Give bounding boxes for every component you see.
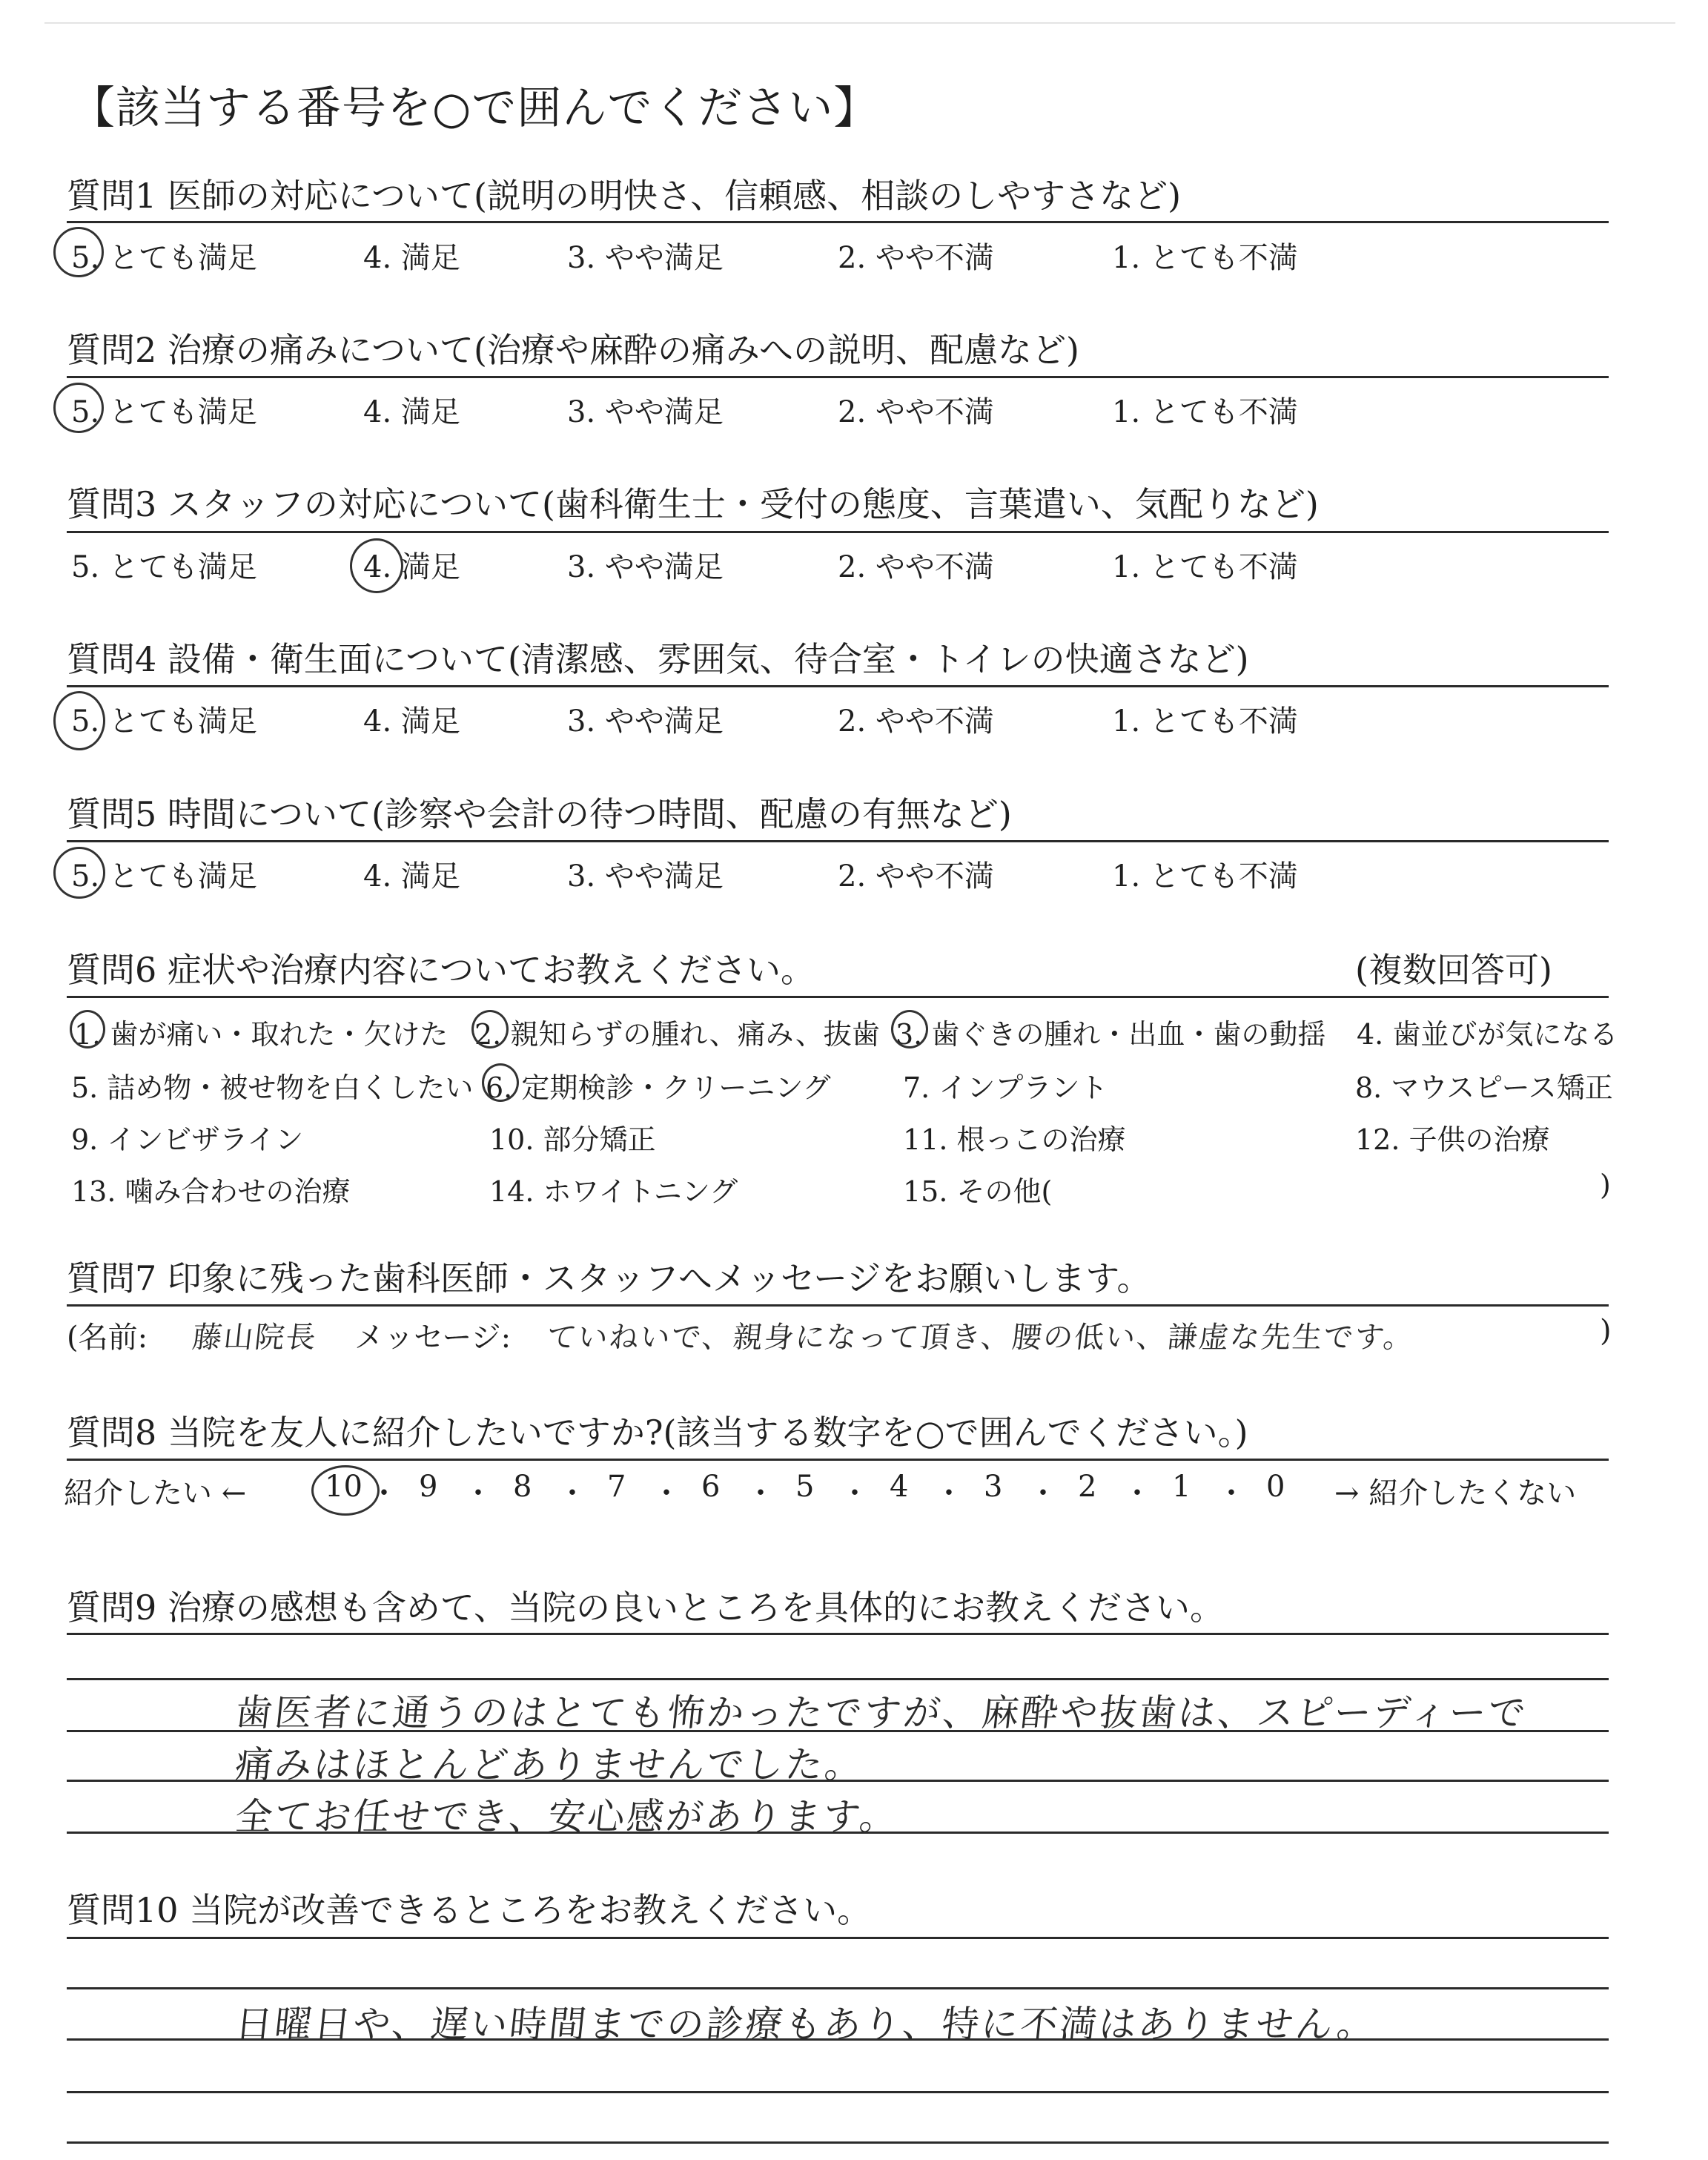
- q4-opt4[interactable]: 4. 満足: [363, 704, 460, 739]
- q8-separator-dot: ・: [1122, 1476, 1152, 1510]
- q8-separator-dot: ・: [840, 1476, 870, 1510]
- q8-number-1[interactable]: 1: [1172, 1470, 1191, 1504]
- q6-item-1[interactable]: 1. 歯が痛い・取れた・欠けた: [74, 1018, 448, 1051]
- q8-left-label: 紹介したい ←: [64, 1476, 247, 1510]
- q1-opt5[interactable]: 5. とても満足: [71, 241, 257, 275]
- q2-rule: [67, 376, 1609, 378]
- q8-separator-dot: ・: [369, 1476, 399, 1510]
- q9-rule-0: [67, 1633, 1609, 1635]
- q4-opt1[interactable]: 1. とても不満: [1112, 704, 1298, 739]
- q6-item-15-close: ): [1600, 1169, 1611, 1201]
- q8-right-label: → 紹介したくない: [1334, 1476, 1577, 1510]
- q1-opt1[interactable]: 1. とても不満: [1112, 241, 1298, 275]
- q7-close-paren: ): [1600, 1314, 1612, 1348]
- q7-name-label: (名前:: [67, 1321, 148, 1355]
- q9-answer-line-3[interactable]: 全てお任せでき、安心感があります。: [233, 1795, 901, 1838]
- q2-opt3[interactable]: 3. やや満足: [567, 395, 724, 429]
- q6-item-4[interactable]: 4. 歯並びが気になる: [1357, 1018, 1618, 1051]
- q6-item-14[interactable]: 14. ホワイトニング: [489, 1175, 738, 1208]
- q2-opt5[interactable]: 5. とても満足: [71, 395, 257, 429]
- q8-answer-circle: [311, 1465, 380, 1516]
- q6-item-8[interactable]: 8. マウスピース矯正: [1355, 1071, 1613, 1104]
- q3-opt2[interactable]: 2. やや不満: [838, 550, 994, 584]
- q6-answer-circle-1: [70, 1010, 105, 1048]
- q9-answer-line-2[interactable]: 痛みはほとんどありませんでした。: [233, 1743, 867, 1786]
- q10-rule-0: [67, 1937, 1609, 1939]
- q8-number-6[interactable]: 6: [701, 1470, 721, 1504]
- q8-number-3[interactable]: 3: [984, 1470, 1003, 1504]
- q5-opt2[interactable]: 2. やや不満: [838, 859, 994, 894]
- q6-item-11[interactable]: 11. 根っこの治療: [903, 1123, 1126, 1156]
- q7-message-label: メッセージ:: [354, 1321, 512, 1355]
- q2-heading: 質問2 治療の痛みについて(治療や麻酔の痛みへの説明、配慮など): [67, 330, 1079, 370]
- q4-rule: [67, 685, 1609, 687]
- q10-heading: 質問10 当院が改善できるところをお教えください。: [67, 1890, 872, 1930]
- q5-rule: [67, 840, 1609, 842]
- q2-opt1[interactable]: 1. とても不満: [1112, 395, 1298, 429]
- q6-item-12[interactable]: 12. 子供の治療: [1355, 1123, 1550, 1156]
- q4-opt3[interactable]: 3. やや満足: [567, 704, 724, 739]
- q6-item-9[interactable]: 9. インビザライン: [71, 1123, 304, 1156]
- q8-separator-dot: ・: [1217, 1476, 1246, 1510]
- q5-opt1[interactable]: 1. とても不満: [1112, 859, 1298, 894]
- q3-heading: 質問3 スタッフの対応について(歯科衛生士・受付の態度、言葉遣い、気配りなど): [67, 484, 1319, 524]
- q7-message-value[interactable]: ていねいで、親身になって頂き、腰の低い、謙虚な先生です。: [545, 1321, 1417, 1355]
- q5-opt3[interactable]: 3. やや満足: [567, 859, 724, 894]
- q6-item-10[interactable]: 10. 部分矯正: [489, 1123, 656, 1156]
- q2-opt4[interactable]: 4. 満足: [363, 395, 460, 429]
- q6-answer-circle-2: [471, 1010, 509, 1048]
- q8-number-4[interactable]: 4: [890, 1470, 909, 1504]
- scan-edge-line: [44, 22, 1675, 24]
- q7-name-value[interactable]: 藤山院長: [191, 1321, 320, 1355]
- page-title: 【該当する番号を○で囲んでください】: [70, 82, 879, 134]
- q4-opt2[interactable]: 2. やや不満: [838, 704, 994, 739]
- q6-item-15[interactable]: 15. その他(: [903, 1175, 1053, 1208]
- q8-separator-dot: ・: [557, 1476, 587, 1510]
- q1-opt3[interactable]: 3. やや満足: [567, 241, 724, 275]
- q8-number-2[interactable]: 2: [1078, 1470, 1097, 1504]
- q7-rule: [67, 1304, 1609, 1307]
- q3-opt4[interactable]: 4. 満足: [363, 550, 460, 584]
- q8-number-9[interactable]: 9: [419, 1470, 438, 1504]
- q8-separator-dot: ・: [463, 1476, 493, 1510]
- q8-number-5[interactable]: 5: [795, 1470, 815, 1504]
- q3-opt1[interactable]: 1. とても不満: [1112, 550, 1298, 584]
- q6-answer-circle-3: [891, 1010, 928, 1048]
- q8-number-10[interactable]: 10: [325, 1470, 363, 1504]
- q2-answer-circle: [53, 383, 104, 433]
- q6-answer-circle-6: [482, 1063, 519, 1102]
- q5-opt4[interactable]: 4. 満足: [363, 859, 460, 894]
- q5-opt5[interactable]: 5. とても満足: [71, 859, 257, 894]
- q6-item-7[interactable]: 7. インプラント: [903, 1071, 1108, 1104]
- q6-rule: [67, 996, 1609, 998]
- q6-heading: 質問6 症状や治療内容についてお教えください。: [67, 950, 815, 990]
- q6-item-2[interactable]: 2. 親知らずの腫れ、痛み、抜歯: [474, 1018, 880, 1051]
- q9-rule-1: [67, 1678, 1609, 1680]
- q1-answer-circle: [53, 227, 104, 277]
- q6-item-5[interactable]: 5. 詰め物・被せ物を白くしたい: [71, 1071, 474, 1104]
- q3-opt5[interactable]: 5. とても満足: [71, 550, 257, 584]
- q2-opt2[interactable]: 2. やや不満: [838, 395, 994, 429]
- q1-opt4[interactable]: 4. 満足: [363, 241, 460, 275]
- q1-rule: [67, 221, 1609, 223]
- q8-number-7[interactable]: 7: [607, 1470, 626, 1504]
- q9-answer-line-1[interactable]: 歯医者に通うのはとても怖かったですが、麻酔や抜歯は、スピーディーで: [233, 1691, 1530, 1734]
- q1-heading: 質問1 医師の対応について(説明の明快さ、信頼感、相談のしやすさなど): [67, 176, 1182, 216]
- q5-answer-circle: [53, 847, 105, 899]
- q4-answer-circle: [53, 691, 105, 750]
- q8-heading: 質問8 当院を友人に紹介したいですか?(該当する数字を○で囲んでください。): [67, 1413, 1248, 1453]
- q4-heading: 質問4 設備・衛生面について(清潔感、雰囲気、待合室・トイレの快適さなど): [67, 639, 1249, 679]
- q6-item-13[interactable]: 13. 噛み合わせの治療: [71, 1175, 351, 1208]
- q3-answer-circle: [350, 538, 403, 593]
- q8-separator-dot: ・: [1028, 1476, 1058, 1510]
- q8-number-8[interactable]: 8: [513, 1470, 532, 1504]
- q8-rule: [67, 1459, 1609, 1461]
- q8-separator-dot: ・: [934, 1476, 964, 1510]
- q5-heading: 質問5 時間について(診察や会計の待つ時間、配慮の有無など): [67, 794, 1012, 834]
- q8-separator-dot: ・: [746, 1476, 775, 1510]
- q3-rule: [67, 531, 1609, 533]
- q10-rule-3: [67, 2091, 1609, 2093]
- q8-separator-dot: ・: [652, 1476, 681, 1510]
- q10-rule-1: [67, 1987, 1609, 1989]
- q1-opt2[interactable]: 2. やや不満: [838, 241, 994, 275]
- q10-rule-4: [67, 2141, 1609, 2144]
- q8-number-0[interactable]: 0: [1266, 1470, 1285, 1504]
- q9-heading: 質問9 治療の感想も含めて、当院の良いところを具体的にお教えください。: [67, 1588, 1224, 1628]
- q6-item-6[interactable]: 6. 定期検診・クリーニング: [486, 1071, 831, 1104]
- q6-item-3[interactable]: 3. 歯ぐきの腫れ・出血・歯の動揺: [896, 1018, 1326, 1051]
- q3-opt3[interactable]: 3. やや満足: [567, 550, 724, 584]
- q10-answer-line-1[interactable]: 日曜日や、遅い時間までの診療もあり、特に不満はありません。: [233, 2003, 1379, 2046]
- q7-heading: 質問7 印象に残った歯科医師・スタッフへメッセージをお願いします。: [67, 1258, 1151, 1298]
- q6-note: (複数回答可): [1355, 950, 1552, 990]
- q4-opt5[interactable]: 5. とても満足: [71, 704, 257, 739]
